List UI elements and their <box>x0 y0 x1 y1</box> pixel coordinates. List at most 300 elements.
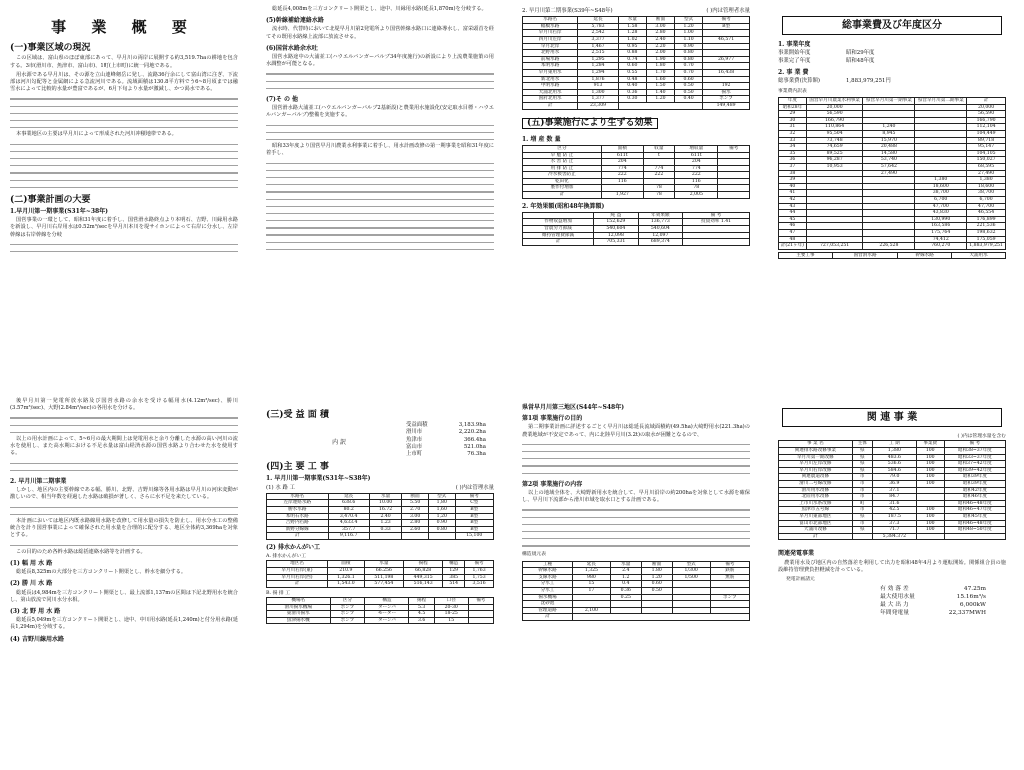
text-line <box>10 467 238 474</box>
total-extra: 149,489 <box>703 102 750 109</box>
paragraph: この区域は、富山県のほぼ東部にあって、早月川の両岸に展開する約3,519.7haの耕地を包含する。3市(滑川市、魚津市、富山市)、1町(上市町)に統一同地である。 <box>10 55 238 69</box>
table-row <box>779 150 1006 157</box>
table-cell: 2,515 <box>578 50 619 57</box>
table-cell: 幅橋水路 <box>523 23 578 30</box>
table-cell: 38,700 <box>915 190 967 197</box>
table-row <box>779 480 1006 487</box>
table-cell: 73,748 <box>806 137 863 144</box>
table-cell <box>672 601 710 608</box>
table-cell <box>863 216 915 223</box>
page-title: 県営早月川第三地区(S44年~S48年) <box>522 404 625 411</box>
table-cell: 昭和46年度 <box>944 494 1005 501</box>
paragraph: 後早月川第一発電所放水路及び国営水路の余水を受ける幅用水(4.12m³/sec)、勝川(3.57m³/sec)、大野(2.84m³/sec)の各用水を分ける。 <box>10 398 238 412</box>
table-cell: 早 魃 防 止 <box>523 152 602 159</box>
table-cell: 分水工 <box>523 588 573 595</box>
text-line <box>10 169 238 176</box>
table-cell <box>718 178 750 185</box>
table-row <box>779 183 1006 190</box>
kv-value: 1,883,979,251円 <box>846 78 891 85</box>
table-cell: 勝水水路 <box>267 507 329 514</box>
table-cell <box>806 196 863 203</box>
text-line <box>266 78 494 85</box>
subsection-heading: (7)そ の 他 <box>266 95 299 103</box>
table-cell <box>610 607 641 614</box>
table-cell: 昭和45年度 <box>944 513 1005 520</box>
table-cell: 166,790 <box>806 117 863 124</box>
area-row <box>346 437 494 444</box>
table-row <box>267 604 494 611</box>
table-cell: 78 <box>675 185 718 192</box>
table-cell <box>369 533 402 540</box>
area-name: 滑川市 <box>406 429 423 436</box>
table-header-row <box>523 17 750 24</box>
table-cell: 116 <box>601 178 643 185</box>
table-cell: 27,490 <box>863 170 915 177</box>
table-row <box>779 500 1006 507</box>
table-cell: 78 <box>643 192 675 199</box>
area-total-label: 受益面積 <box>406 422 428 429</box>
table-cell: 516,143 <box>404 581 443 588</box>
total-spacer <box>573 614 750 621</box>
column-header: 工 期 <box>872 441 916 448</box>
table-cell: 昭和37~42年度 <box>944 461 1005 468</box>
table-title: B. 揚 排 工 <box>266 590 291 596</box>
subsection-heading: 関連発電事業 <box>778 550 815 558</box>
table-row <box>523 83 750 90</box>
table-cell: 1/300 <box>672 568 710 575</box>
table-cell: 1.28 <box>618 30 646 37</box>
list-item-heading: (2) 勝 川 水 路 <box>10 580 53 588</box>
column-header: 面積 <box>328 561 365 568</box>
text-line <box>10 248 238 255</box>
subsection-heading: 1. 早月川第一期事業(S31年~S38年) <box>266 475 371 483</box>
table-row <box>267 526 494 533</box>
table-cell: 34 <box>779 144 807 151</box>
table-header-row <box>779 441 1006 448</box>
table-row <box>523 96 750 103</box>
stat-row <box>778 601 1006 609</box>
table-cell: 1.80 <box>641 568 672 575</box>
table-cell: 41 <box>779 190 807 197</box>
table-title: A. 排水かんがい工 <box>266 554 307 560</box>
table-cell: 市 <box>852 520 872 527</box>
table-cell: 計 <box>779 533 853 540</box>
table-cell: 6,700 <box>915 196 967 203</box>
table-cell <box>672 581 710 588</box>
table-cell <box>806 236 863 243</box>
table-cell: 80.2 <box>328 507 369 514</box>
table-cell: 1.40 <box>646 89 674 96</box>
table-cell: t <box>643 152 675 159</box>
table-total-row <box>779 533 1006 540</box>
table-cell <box>916 500 944 507</box>
related-projects-table <box>778 440 1006 540</box>
table-cell: 昭和33~37年度 <box>944 454 1005 461</box>
table-cell: 100 <box>916 513 944 520</box>
table-cell: 早月北岸 <box>523 43 578 50</box>
table-cell: 3.00 <box>402 513 429 520</box>
table-row <box>267 574 494 581</box>
table-row <box>523 219 750 226</box>
table-cell: 3,377 <box>578 36 619 43</box>
column-header: 増収量 <box>675 145 718 152</box>
table-cell: 1.20 <box>675 23 703 30</box>
table-cell: 維持管理費節減 <box>523 232 594 239</box>
table-body <box>523 219 750 245</box>
table-cell <box>916 487 944 494</box>
table-cell: 分水工 <box>523 581 573 588</box>
table-row <box>779 144 1006 151</box>
kv-key: 総事業費(決算額) <box>778 78 820 85</box>
table-cell: 192 <box>703 83 750 90</box>
table-cell: 冷水被害防止 <box>523 172 602 179</box>
text-line <box>10 124 238 131</box>
table-cell <box>718 165 750 172</box>
table-cell: 1,883,979,251 <box>967 243 1006 250</box>
table-row <box>779 520 1006 527</box>
table-cell <box>806 216 863 223</box>
table-cell: 早月川右岸改修 <box>779 467 853 474</box>
column-header: 型式 <box>675 17 703 24</box>
table-row <box>779 190 1006 197</box>
table-cell: 1.20 <box>641 574 672 581</box>
table-row <box>779 448 1006 455</box>
table-cell: 1.2 <box>610 574 641 581</box>
column-header: 国営早月川農業水利事業 <box>806 98 863 105</box>
table-cell: 0.95 <box>618 43 646 50</box>
table-row <box>779 111 1006 118</box>
table-row <box>779 137 1006 144</box>
table-cell <box>863 236 915 243</box>
table-cell: 早月川右岸 <box>523 30 578 37</box>
table-cell: 18-25 <box>434 611 468 618</box>
table-cell: 0.50 <box>675 89 703 96</box>
table-cell: 0.80 <box>428 526 455 533</box>
table-row <box>267 513 494 520</box>
table-cell: 0.80 <box>675 56 703 63</box>
table-cell: 本明石水路 <box>267 513 329 520</box>
table-cell: 富山市北部地区 <box>779 520 853 527</box>
table-cell <box>672 607 710 614</box>
table-cell: 1,380 <box>872 448 916 455</box>
table-cell: 0.55 <box>618 69 646 76</box>
table-cell: 昭和39年度 <box>944 480 1005 487</box>
table-cell: 2.60 <box>402 526 429 533</box>
table-cell: 0.25 <box>610 594 641 601</box>
text-line <box>10 542 238 549</box>
area-row <box>346 429 494 436</box>
paragraph: 流水時、代替時において北堤早月川第2発電所より国営幹線水路口に連絡導水し、富栄頭首を経てその既用水路線上流部に放流させる。 <box>266 26 494 40</box>
table-cell: 16.72 <box>369 507 402 514</box>
table-body <box>779 448 1006 534</box>
table-cell: 150,027 <box>967 157 1006 164</box>
table-cell: C型 <box>455 500 493 507</box>
table-cell: 33 <box>779 137 807 144</box>
table-cell <box>863 111 915 118</box>
stat-row <box>778 609 1006 617</box>
table-row <box>779 216 1006 223</box>
column-header: 口径 <box>434 597 468 604</box>
table-cell: 104,105 <box>967 150 1006 157</box>
table-cell <box>915 117 967 124</box>
column-header: 備考 <box>468 597 493 604</box>
table-cell: 89,525 <box>806 150 863 157</box>
subsection-heading: 第1項 事業施行の目的 <box>522 415 583 423</box>
table-cell: 無筋 <box>710 574 749 581</box>
kv-value: 昭和29年度 <box>846 50 875 57</box>
table-cell: 1,467 <box>578 43 619 50</box>
table-cell <box>915 150 967 157</box>
table-cell: 0.50 <box>641 588 672 595</box>
table-cell: 関連排水路改修事業 <box>779 448 853 455</box>
paragraph: 国営事業の一環として、昭和31年度に着手し、国営滑水路終点より本明石、吉野、川縁用水路を新設し、早月川右岸用水は0.52m³/secを早月川本川を堤サイホンによって右岸に分水し、左岸幹線は右岸幹線を分岐 <box>10 217 238 238</box>
area-row <box>346 444 494 451</box>
table-cell: 5.3 <box>409 604 434 611</box>
table-cell: 支線水路 <box>523 574 573 581</box>
table-cell: 魚津市五号線 <box>779 507 853 514</box>
table-cell: 226,528 <box>863 243 915 250</box>
page-title: 総事業費及び年度区分 <box>782 16 1002 35</box>
table-body <box>523 23 750 102</box>
table-cell: 1,325 <box>573 568 611 575</box>
table-cell: 計 <box>267 581 328 588</box>
table-row <box>523 63 750 70</box>
paragraph: 国営水路途中の大浦並工(ハウエルバンガーバルブ34年度施行)の新設により上流農業施策の用水調整が可能となる。 <box>266 54 494 68</box>
table-cell: 36.9 <box>872 480 916 487</box>
column-header: 延長 <box>328 493 369 500</box>
table-cell: 16,438 <box>703 69 750 76</box>
table-cell: 129 <box>443 567 465 574</box>
list-item-heading: (3) 北 野 用 水 路 <box>10 607 61 615</box>
area-name: 上市町 <box>406 451 423 458</box>
stat-value: 15.16m³/s <box>956 594 986 601</box>
table-cell: 100 <box>916 467 944 474</box>
stat-value: 47.25m <box>963 586 986 593</box>
table-cell <box>806 210 863 217</box>
paragraph: 以上の地域全体を、大崎野新用水を統合して、早月川沿岸の約200haを対象として水源を確保し、早月川下流部から滑川市域を取水口とする計画である。 <box>522 489 750 504</box>
text-line <box>266 174 494 181</box>
table-cell: 1.70 <box>646 69 674 76</box>
text-line <box>522 514 750 521</box>
table-cell: 町 <box>852 500 872 507</box>
table-row <box>267 611 494 618</box>
kv-key: 事業開始年度 <box>778 50 811 57</box>
table-header-row <box>267 493 494 500</box>
table-row <box>779 124 1006 131</box>
table-cell: 3.00 <box>646 23 674 30</box>
table-cell: 14,580 <box>863 150 915 157</box>
column-header: 水量 <box>364 561 403 568</box>
table-cell: 20,000 <box>806 104 863 111</box>
table-cell <box>916 494 944 501</box>
table-cell <box>703 63 750 70</box>
table-cell: 0.90 <box>675 43 703 50</box>
area-list <box>346 429 494 458</box>
table-cell: 0.36 <box>610 588 641 595</box>
table-cell: 37 <box>779 163 807 170</box>
table-cell <box>863 203 915 210</box>
text-line <box>266 129 494 136</box>
table-cell: 昭和46~48年度 <box>944 520 1005 527</box>
table-cell: 県 <box>852 513 872 520</box>
table-body <box>267 500 494 533</box>
kv-row <box>778 78 1006 85</box>
table-row <box>779 467 1006 474</box>
section-heading: (五)事業施行により生ずる効果 <box>522 118 658 129</box>
subsection-heading: 1. 増 産 数 量 <box>522 135 561 143</box>
table-cell: 沈砂池 <box>523 601 573 608</box>
table-cell: 100 <box>916 527 944 534</box>
table-row <box>267 500 494 507</box>
table-cell: 2,100 <box>573 607 611 614</box>
table-cell: 100 <box>916 448 944 455</box>
table-cell: 0.70 <box>675 63 703 70</box>
table-cell: 20,000 <box>967 104 1006 111</box>
table-row <box>779 163 1006 170</box>
table-cell: 774 <box>675 165 718 172</box>
table-row <box>267 520 494 527</box>
table-cell <box>573 601 611 608</box>
table-cell: 385 <box>443 574 465 581</box>
text-line <box>522 528 750 535</box>
kv-row <box>778 50 1006 57</box>
table-title: (1) 水 路 工 <box>266 484 295 491</box>
table-cell: 水 害 防 止 <box>523 159 602 166</box>
table-body <box>267 604 494 624</box>
subsection-heading: 1. 事業年度 <box>778 41 811 49</box>
table-cell: ポンプ <box>330 604 365 611</box>
table-header-row <box>523 212 750 219</box>
table-cell: 204 <box>601 159 643 166</box>
power-stats <box>778 585 1006 617</box>
table-cell: 39 <box>779 177 807 184</box>
table-row <box>779 170 1006 177</box>
column-header: 備考 <box>718 145 750 152</box>
table-cell: 577,454 <box>364 581 403 588</box>
table-cell <box>402 533 429 540</box>
table-cell: 1,876 <box>578 76 619 83</box>
table-row <box>779 223 1006 230</box>
text-line <box>522 448 750 455</box>
table-cell <box>468 604 493 611</box>
text-line <box>10 148 238 155</box>
table-total-row <box>267 533 494 540</box>
table-cell: 46,554 <box>967 210 1006 217</box>
table-cell <box>806 177 863 184</box>
column-header: 区分 <box>523 145 602 152</box>
canal-works-table <box>266 493 494 540</box>
subsection-heading: (6)国営水路余水吐 <box>266 44 318 52</box>
table-header-row <box>523 561 750 568</box>
column-header: 型式 <box>428 493 455 500</box>
paragraph: 国営滑水路大浦並工(ハウエルバンガーバルブ2基新設)と農業用水施設化(安定取水目標・ハウエルバンガーバルブ)整備を実施する。 <box>266 105 494 119</box>
table-cell: 滑川二号線改修 <box>779 480 853 487</box>
table-cell <box>863 229 915 236</box>
table-cell <box>703 76 750 83</box>
table-cell: 1.80 <box>646 63 674 70</box>
table-row <box>523 50 750 57</box>
table-cell: 前場水路 <box>523 56 578 63</box>
stat-label: 有 効 落 差 <box>880 586 909 593</box>
table-cell: B型 <box>455 513 493 520</box>
table-cell: 47,700 <box>915 203 967 210</box>
column-header: 収量 <box>643 145 675 152</box>
page-plan-continued <box>260 2 500 374</box>
text-line <box>522 441 750 448</box>
table-total-row <box>779 243 1006 250</box>
table-cell: 12,097 <box>638 232 682 239</box>
table-cell: 357.7 <box>328 526 369 533</box>
table-cell: 483.6 <box>872 454 916 461</box>
text-line <box>522 455 750 462</box>
table-row <box>779 507 1006 514</box>
table-cell: 163,586 <box>915 223 967 230</box>
table-row <box>523 601 750 608</box>
stat-row <box>778 585 1006 593</box>
table-row <box>523 607 750 614</box>
list-item-text: 総延長5,049mを三方コンクリート開渠とし、途中、中川用水路(延長1,240m)と付分用水路(延長1,294m)を分岐する。 <box>10 617 238 631</box>
table-cell: B型 <box>455 520 493 527</box>
table-cell: B型 <box>703 23 750 30</box>
table-row <box>779 513 1006 520</box>
table-cell: 2.40 <box>369 513 402 520</box>
table-cell <box>718 172 750 179</box>
table-cell <box>863 183 915 190</box>
table-cell: 中明水路 <box>523 83 578 90</box>
table-row <box>523 232 750 239</box>
table-cell <box>863 196 915 203</box>
table-cell: 913 <box>578 83 619 90</box>
table-cell <box>710 601 749 608</box>
table-cell: 2.40 <box>646 36 674 43</box>
table-cell: 2.4 <box>610 568 641 575</box>
area-row <box>346 451 494 458</box>
table-cell: 本明水路 <box>523 63 578 70</box>
table-cell: 大浦川改修 <box>779 527 853 534</box>
table-cell: 38,700 <box>967 190 1006 197</box>
text-line <box>266 85 494 92</box>
text-line <box>10 95 238 102</box>
column-header: 断面 <box>646 17 674 24</box>
table-cell: 市 <box>852 494 872 501</box>
table-cell: 42.5 <box>872 507 916 514</box>
table-cell: 449,315 <box>404 574 443 581</box>
paragraph: この目的のため各幹水路は総括連絡水路等を計画する。 <box>16 548 146 555</box>
list-item-text: 総延長は4,984mを三方コンクリート開渠とし、最上流部1,137mの区間は下記北野用水を統合し、第山放流で同川水分水相。 <box>10 589 238 603</box>
page-overview <box>4 2 244 374</box>
page-phase2-effects <box>516 2 756 374</box>
table-cell <box>672 588 710 595</box>
table-cell: 魚津揚水機 <box>267 617 331 624</box>
table-row <box>523 23 750 30</box>
stat-value: 6,000kW <box>959 602 986 609</box>
table-cell <box>683 232 750 239</box>
table-cell: 1,543.0 <box>328 581 365 588</box>
table-cell: 1,20 <box>428 513 455 520</box>
subsection-heading: (2) 排水かんがい工 <box>266 543 320 551</box>
table-cell: 吉野内右路 <box>267 520 329 527</box>
table-cell: 175,764 <box>915 229 967 236</box>
area-value: 366.4ha <box>463 436 486 443</box>
table-cell: 47 <box>779 229 807 236</box>
table-cell: 47,700 <box>967 203 1006 210</box>
table-cell: 1,60 <box>428 507 455 514</box>
note-cell: 大浦用水 <box>952 252 1006 259</box>
column-header: 純 益 <box>594 212 638 219</box>
table-cell: 540,604 <box>594 226 638 233</box>
table-cell: 760,270 <box>915 243 967 250</box>
table-cell: 1,300 <box>578 89 619 96</box>
